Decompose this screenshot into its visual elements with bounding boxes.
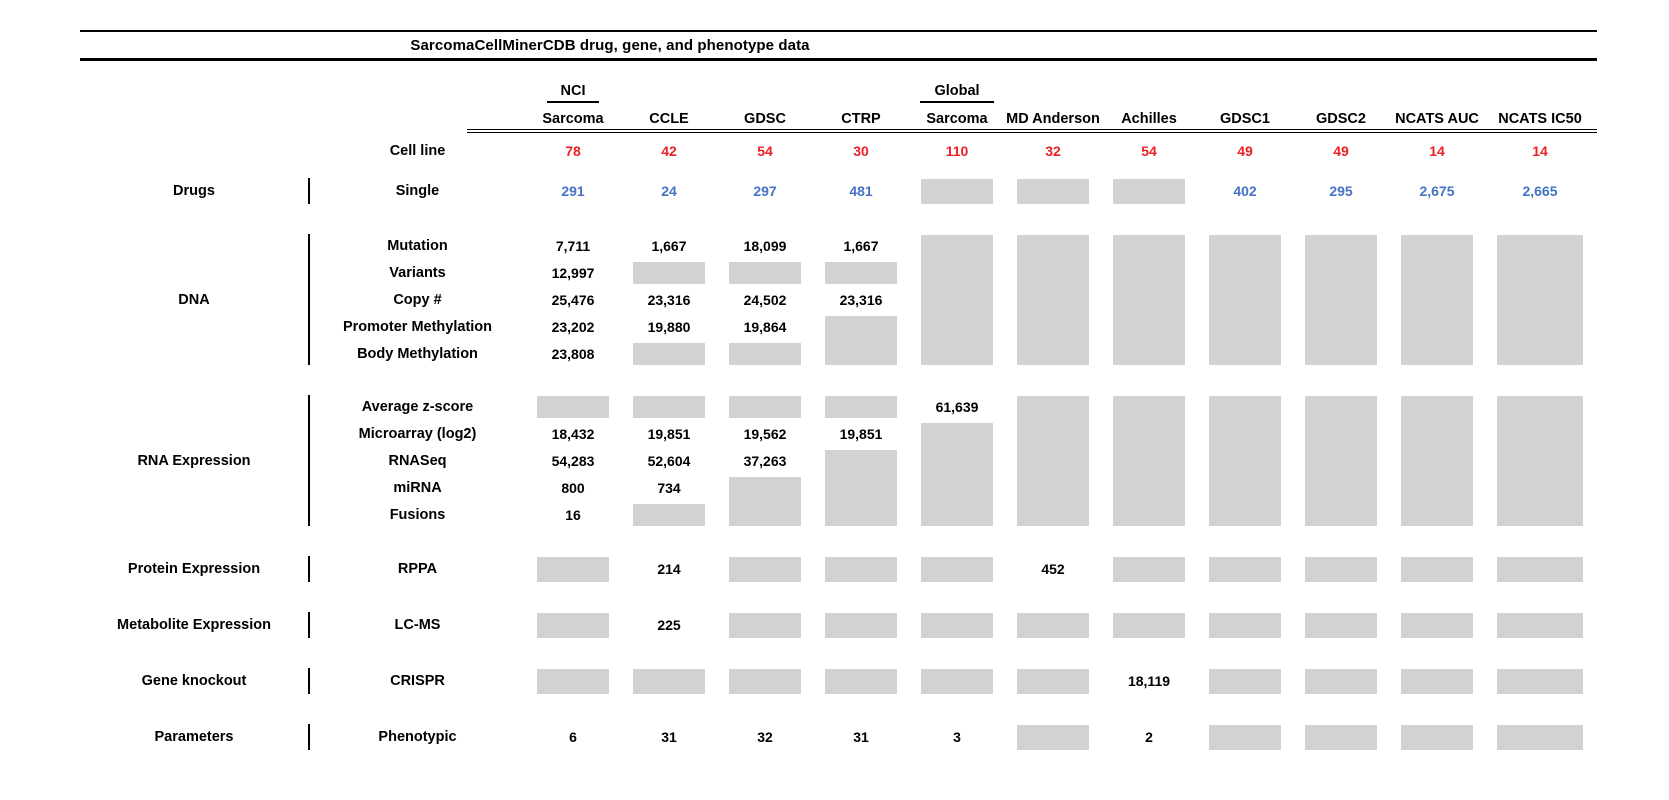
- column-group-header: [525, 83, 621, 105]
- missing-data-box: [1017, 725, 1089, 750]
- section-grid: [80, 176, 1597, 206]
- data-value: 19,562: [743, 425, 787, 442]
- data-value: 19,851: [839, 425, 883, 442]
- category-label: Parameters: [80, 724, 310, 750]
- missing-data-box: [921, 669, 993, 694]
- missing-data-box: [537, 557, 609, 582]
- cell-line-row: [80, 138, 1597, 164]
- missing-data-box: [921, 423, 993, 526]
- data-value: 16: [565, 506, 581, 523]
- missing-data-box: [633, 669, 705, 694]
- missing-data-box: [1401, 396, 1473, 526]
- data-value: 1,667: [843, 237, 879, 254]
- data-value: 19,864: [743, 318, 787, 335]
- data-value: 800: [561, 479, 585, 496]
- column-header-gdsc-2: GDSC: [744, 111, 786, 127]
- data-value: 7,711: [555, 237, 591, 254]
- section-parameters: [80, 722, 1669, 752]
- missing-data-box: [1305, 235, 1377, 365]
- missing-data-box: [825, 669, 897, 694]
- title-band: [80, 30, 1597, 61]
- missing-data-box: [729, 396, 801, 418]
- row-label: Promoter Methylation: [342, 318, 493, 335]
- data-value: 19,880: [647, 318, 691, 335]
- missing-data-box: [729, 343, 801, 365]
- missing-data-box: [1209, 613, 1281, 638]
- data-value: 25,476: [551, 291, 595, 308]
- column-group-header-row: [80, 83, 1597, 105]
- row-label: Mutation: [387, 237, 448, 254]
- section-gene-knockout: [80, 666, 1669, 696]
- data-value: 24,502: [743, 291, 787, 308]
- missing-data-box: [1017, 669, 1089, 694]
- missing-data-box: [1305, 396, 1377, 526]
- data-value: 295: [1329, 183, 1353, 199]
- cell-line-count: 32: [1045, 143, 1061, 159]
- missing-data-box: [537, 669, 609, 694]
- cell-line-count: 42: [661, 143, 677, 159]
- missing-data-box: [921, 613, 993, 638]
- data-value: 12,997: [551, 264, 595, 281]
- missing-data-box: [729, 613, 801, 638]
- row-label: Fusions: [389, 506, 446, 523]
- missing-data-box: [1401, 235, 1473, 365]
- data-value: 2,675: [1419, 183, 1455, 199]
- data-value: 23,316: [647, 291, 691, 308]
- missing-data-box: [1113, 557, 1185, 582]
- column-group-header: [909, 83, 1005, 105]
- column-header-achilles-6: Achilles: [1121, 111, 1177, 127]
- missing-data-box: [729, 262, 801, 284]
- category-label: Drugs: [80, 178, 310, 204]
- data-value: 54,283: [551, 452, 595, 469]
- missing-data-box: [1497, 235, 1583, 365]
- column-group-header-label: NCI: [547, 83, 600, 103]
- row-label: Microarray (log2): [358, 425, 477, 442]
- category-label: DNA: [80, 234, 310, 365]
- missing-data-box: [1305, 725, 1377, 750]
- missing-data-box: [633, 504, 705, 526]
- data-value: 6: [569, 729, 577, 745]
- column-header-gdsc1-7: GDSC1: [1220, 111, 1270, 127]
- cell-line-count: 110: [945, 143, 969, 159]
- missing-data-box: [825, 557, 897, 582]
- cell-line-count: 49: [1237, 143, 1253, 159]
- missing-data-box: [825, 450, 897, 526]
- data-value: 734: [657, 479, 681, 496]
- missing-data-box: [729, 557, 801, 582]
- missing-data-box: [1497, 613, 1583, 638]
- missing-data-box: [825, 262, 897, 284]
- column-header-ctrp-3: CTRP: [841, 111, 881, 127]
- cell-line-count: 54: [1141, 143, 1157, 159]
- cell-line-count: 30: [853, 143, 869, 159]
- missing-data-box: [1113, 396, 1185, 526]
- data-value: 31: [661, 729, 677, 745]
- section-rna-expression: [80, 393, 1669, 528]
- row-label: miRNA: [393, 479, 442, 496]
- section-grid: [80, 232, 1597, 367]
- column-group-header-label: Global: [920, 83, 993, 103]
- category-label: Protein Expression: [80, 556, 310, 582]
- column-header-ccle-1: CCLE: [649, 111, 689, 127]
- data-value: 2,665: [1522, 183, 1558, 199]
- row-label: Body Methylation: [357, 345, 478, 362]
- missing-data-box: [729, 477, 801, 526]
- data-value: 61,639: [935, 398, 979, 415]
- row-label: Average z-score: [361, 398, 474, 415]
- section-grid: [80, 554, 1597, 584]
- data-value: 23,808: [551, 345, 595, 362]
- cell-line-label: Cell line: [389, 143, 446, 159]
- data-value: 297: [753, 183, 777, 199]
- header-double-rule: [467, 129, 1597, 133]
- missing-data-box: [537, 396, 609, 418]
- missing-data-box: [1401, 725, 1473, 750]
- row-label: CRISPR: [390, 673, 445, 689]
- section-grid: [80, 666, 1597, 696]
- row-label: RPPA: [397, 561, 438, 577]
- missing-data-box: [1305, 557, 1377, 582]
- missing-data-box: [1017, 613, 1089, 638]
- row-label: Phenotypic: [378, 729, 457, 745]
- missing-data-box: [1113, 613, 1185, 638]
- data-value: 24: [661, 183, 677, 199]
- missing-data-box: [1305, 669, 1377, 694]
- missing-data-box: [921, 235, 993, 365]
- row-label: Single: [395, 183, 440, 199]
- column-header-ncats-auc-9: NCATS AUC: [1395, 111, 1479, 127]
- data-value: 3: [953, 729, 961, 745]
- row-label: Copy #: [393, 291, 442, 308]
- data-value: 214: [657, 561, 681, 577]
- data-value: 19,851: [647, 425, 691, 442]
- data-value: 402: [1233, 183, 1257, 199]
- missing-data-box: [729, 669, 801, 694]
- category-label: Metabolite Expression: [80, 612, 310, 638]
- section-protein-expression: [80, 554, 1669, 584]
- section-grid: [80, 722, 1597, 752]
- missing-data-box: [1017, 179, 1089, 204]
- data-value: 18,099: [743, 237, 787, 254]
- missing-data-box: [825, 316, 897, 365]
- missing-data-box: [1209, 557, 1281, 582]
- data-value: 31: [853, 729, 869, 745]
- missing-data-box: [1305, 613, 1377, 638]
- missing-data-box: [825, 396, 897, 418]
- data-value: 452: [1041, 561, 1065, 577]
- data-value: 18,432: [551, 425, 595, 442]
- missing-data-box: [1497, 669, 1583, 694]
- missing-data-box: [633, 396, 705, 418]
- data-value: 1,667: [651, 237, 687, 254]
- missing-data-box: [1497, 557, 1583, 582]
- row-label: RNASeq: [388, 452, 447, 469]
- column-header-md-anderson-5: MD Anderson: [1006, 111, 1100, 127]
- missing-data-box: [1209, 669, 1281, 694]
- cell-line-count: 14: [1532, 143, 1548, 159]
- missing-data-box: [633, 343, 705, 365]
- data-value: 291: [561, 183, 585, 199]
- section-grid: [80, 610, 1597, 640]
- column-header-gdsc2-8: GDSC2: [1316, 111, 1366, 127]
- data-value: 225: [657, 617, 681, 633]
- missing-data-box: [1497, 725, 1583, 750]
- column-header-sarcoma-4: Sarcoma: [926, 111, 988, 127]
- section-dna: [80, 232, 1669, 367]
- cell-line-count: 54: [757, 143, 773, 159]
- missing-data-box: [1401, 613, 1473, 638]
- column-header-ncats-ic50-10: NCATS IC50: [1498, 111, 1582, 127]
- section-grid: [80, 393, 1597, 528]
- column-header-sarcoma-0: Sarcoma: [542, 111, 604, 127]
- missing-data-box: [921, 557, 993, 582]
- section-drugs: [80, 176, 1669, 206]
- missing-data-box: [1497, 396, 1583, 526]
- row-label: Variants: [389, 264, 446, 281]
- missing-data-box: [1209, 725, 1281, 750]
- missing-data-box: [633, 262, 705, 284]
- data-value: 481: [849, 183, 873, 199]
- missing-data-box: [1401, 557, 1473, 582]
- data-value: 23,316: [839, 291, 883, 308]
- missing-data-box: [1017, 235, 1089, 365]
- cell-line-count: 49: [1333, 143, 1349, 159]
- row-label: LC-MS: [394, 617, 441, 633]
- missing-data-box: [825, 613, 897, 638]
- section-metabolite-expression: [80, 610, 1669, 640]
- category-label: Gene knockout: [80, 668, 310, 694]
- data-value: 37,263: [743, 452, 787, 469]
- column-header-row: [80, 105, 1597, 129]
- missing-data-box: [1209, 235, 1281, 365]
- figure-title: SarcomaCellMinerCDB drug, gene, and phenotype data: [410, 37, 810, 54]
- data-value: 32: [757, 729, 773, 745]
- data-value: 18,119: [1127, 673, 1171, 689]
- cell-line-count: 78: [565, 143, 581, 159]
- cell-line-count: 14: [1429, 143, 1445, 159]
- missing-data-box: [1113, 179, 1185, 204]
- category-label: RNA Expression: [80, 395, 310, 526]
- data-value: 23,202: [551, 318, 595, 335]
- missing-data-box: [1401, 669, 1473, 694]
- missing-data-box: [921, 179, 993, 204]
- data-value: 52,604: [647, 452, 691, 469]
- data-value: 2: [1145, 729, 1153, 745]
- data-sections: [80, 176, 1669, 752]
- missing-data-box: [1113, 235, 1185, 365]
- missing-data-box: [1209, 396, 1281, 526]
- missing-data-box: [537, 613, 609, 638]
- missing-data-box: [1017, 396, 1089, 526]
